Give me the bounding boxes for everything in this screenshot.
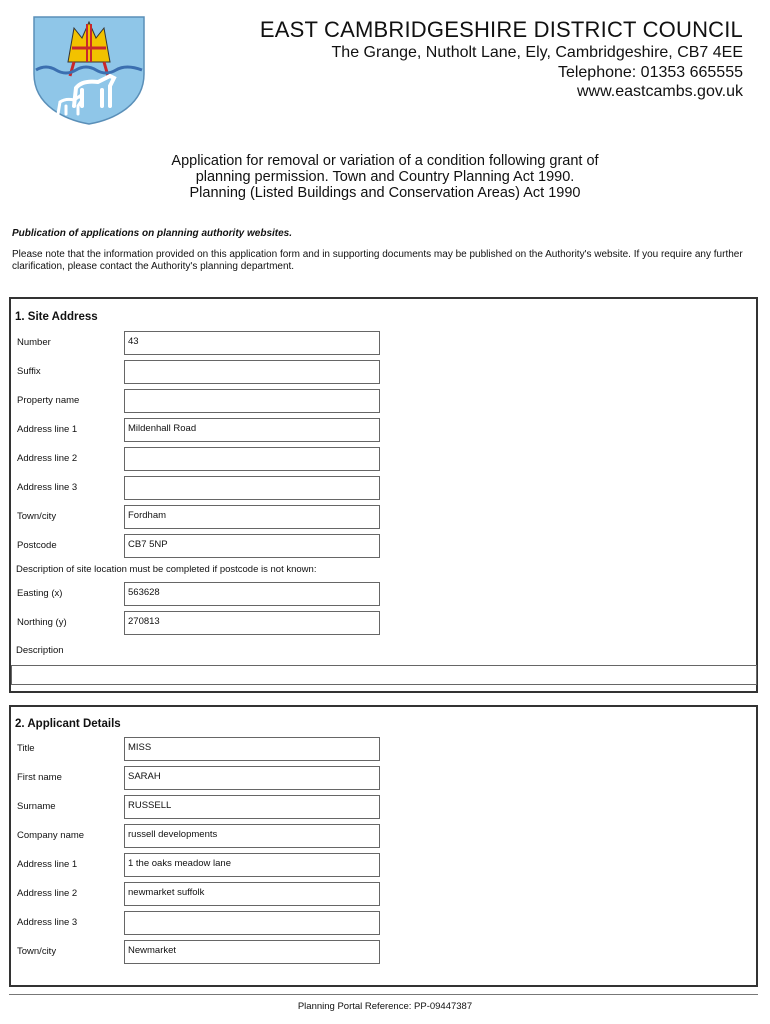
- planning-portal-reference: Planning Portal Reference: PP-09447387: [297, 1001, 473, 1012]
- field-label: Title: [17, 743, 35, 754]
- title-input[interactable]: MISS: [124, 737, 380, 761]
- field-label: Address line 1: [17, 859, 78, 870]
- company-name-input[interactable]: russell developments: [124, 824, 380, 848]
- field-label: Address line 3: [17, 917, 78, 928]
- title-line-2: planning permission. Town and Country Planning Act 1990.: [195, 169, 575, 185]
- publication-heading: Publication of applications on planning authority websites.: [12, 228, 293, 239]
- northing-input[interactable]: 270813: [124, 611, 380, 635]
- field-label: Postcode: [17, 540, 57, 551]
- address-line-2-input[interactable]: [124, 447, 380, 471]
- description-input[interactable]: [11, 665, 757, 685]
- field-label: Surname: [17, 801, 56, 812]
- field-label: Address line 2: [17, 888, 78, 899]
- site-address-section: [9, 297, 758, 693]
- field-label: Address line 2: [17, 453, 78, 464]
- field-label: Number: [17, 337, 51, 348]
- field-label: Northing (y): [17, 617, 67, 628]
- title-line-3: Planning (Listed Buildings and Conservation Areas) Act 1990: [189, 185, 581, 201]
- field-label: Address line 1: [17, 424, 78, 435]
- description-label: Description: [16, 645, 64, 656]
- council-name: EAST CAMBRIDGESHIRE DISTRICT COUNCIL: [259, 17, 743, 42]
- field-label: Company name: [17, 830, 85, 841]
- surname-input[interactable]: RUSSELL: [124, 795, 380, 819]
- footer-divider: [9, 994, 758, 995]
- field-label: First name: [17, 772, 62, 783]
- council-crest-logo: [30, 14, 148, 126]
- title-line-1: Application for removal or variation of a condition following grant of: [171, 153, 599, 169]
- town-city-input[interactable]: Fordham: [124, 505, 380, 529]
- property-name-input[interactable]: [124, 389, 380, 413]
- field-label: Property name: [17, 395, 80, 406]
- application-title: [0, 153, 770, 201]
- number-input[interactable]: 43: [124, 331, 380, 355]
- field-label: Easting (x): [17, 588, 63, 599]
- address-line-1-input[interactable]: Mildenhall Road: [124, 418, 380, 442]
- applicant-address-line-2-input[interactable]: newmarket suffolk: [124, 882, 380, 906]
- field-label: Suffix: [17, 366, 41, 377]
- publication-notice: Please note that the information provided on this application form and in supporting documents may be published on the Authority's website. If you require any further clarification, please contact the Authority's planning department.: [12, 249, 743, 272]
- council-header: [260, 17, 743, 101]
- applicant-address-line-1-input[interactable]: 1 the oaks meadow lane: [124, 853, 380, 877]
- council-address: The Grange, Nutholt Lane, Ely, Cambridgeshire, CB7 4EE: [331, 44, 743, 62]
- field-label: Town/city: [17, 511, 57, 522]
- section-heading: 2. Applicant Details: [15, 718, 121, 730]
- easting-input[interactable]: 563628: [124, 582, 380, 606]
- suffix-input[interactable]: [124, 360, 380, 384]
- location-note: Description of site location must be completed if postcode is not known:: [16, 564, 317, 575]
- field-label: Town/city: [17, 946, 57, 957]
- applicant-town-city-input[interactable]: Newmarket: [124, 940, 380, 964]
- applicant-details-section: [9, 705, 758, 987]
- first-name-input[interactable]: SARAH: [124, 766, 380, 790]
- council-telephone: Telephone: 01353 665555: [557, 63, 743, 81]
- council-website: www.eastcambs.gov.uk: [577, 82, 743, 100]
- address-line-3-input[interactable]: [124, 476, 380, 500]
- postcode-input[interactable]: CB7 5NP: [124, 534, 380, 558]
- section-heading: 1. Site Address: [15, 311, 98, 323]
- field-label: Address line 3: [17, 482, 78, 493]
- applicant-address-line-3-input[interactable]: [124, 911, 380, 935]
